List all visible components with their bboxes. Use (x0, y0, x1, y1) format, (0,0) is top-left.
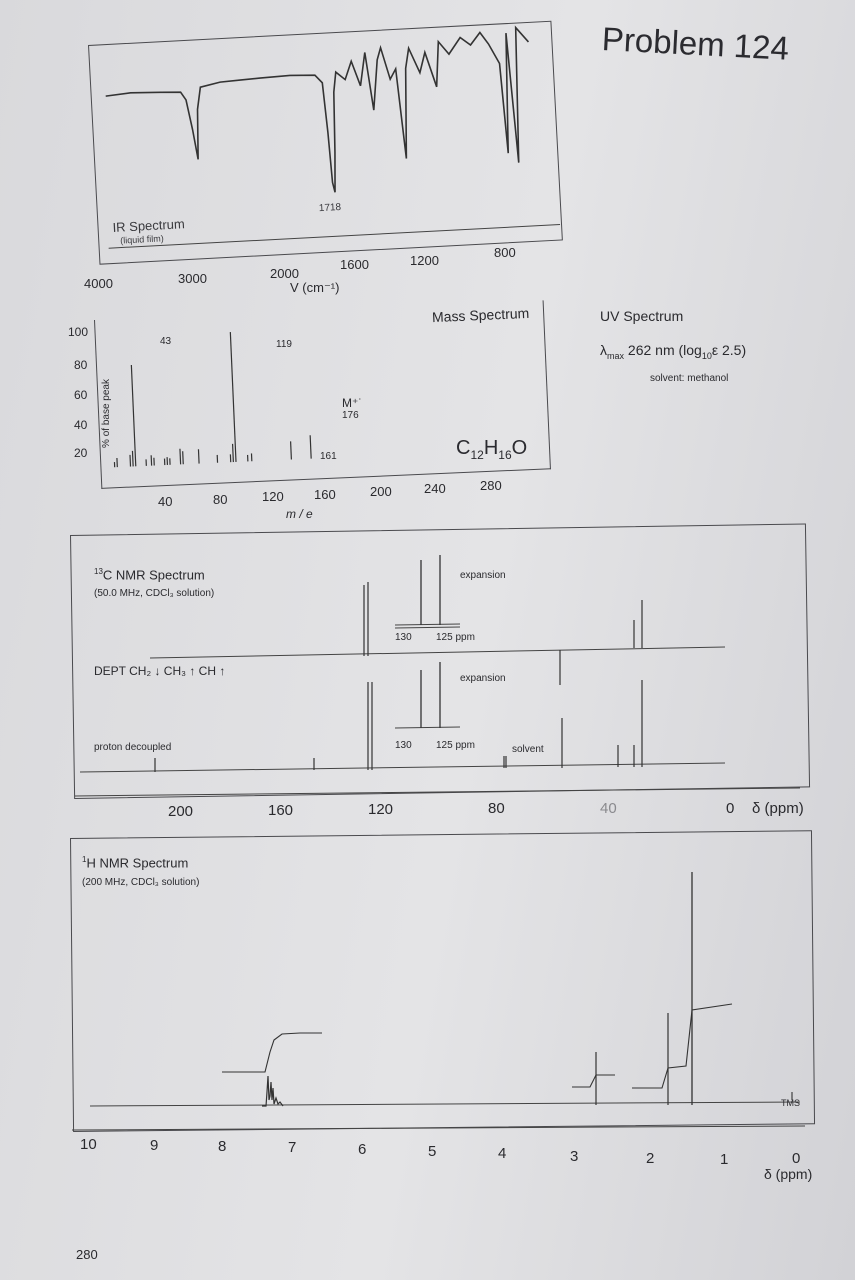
mass-xtick-240: 240 (424, 481, 446, 496)
uv-lambda: λ (600, 342, 607, 358)
mass-xtick-200: 200 (370, 484, 392, 499)
ir-tick-4000: 4000 (84, 276, 113, 291)
mass-xtick-80: 80 (213, 492, 228, 507)
mass-peak-119 (230, 332, 236, 462)
c13-tick-120: 120 (368, 801, 394, 818)
c13-expansion-bottom (395, 662, 460, 728)
uv-lambda-value: 262 nm (log (627, 342, 702, 358)
ir-tick-1200: 1200 (410, 253, 439, 268)
h1-axis-unit: δ (ppm) (764, 1166, 813, 1182)
ir-axis-label: V (cm⁻¹) (290, 280, 340, 295)
ir-tick-1600: 1600 (340, 257, 369, 272)
molecular-formula (456, 437, 527, 462)
h1-tick-5: 5 (428, 1143, 437, 1160)
mass-peak-39 (130, 455, 131, 467)
uv-epsilon-value: ε 2.5) (711, 342, 747, 358)
h1-tick-7: 7 (288, 1139, 297, 1156)
uv-solvent: solvent: methanol (650, 373, 729, 384)
mass-ytick-80: 80 (74, 358, 88, 372)
c13-tick-40: 40 (600, 800, 617, 817)
mass-peak-77 (180, 449, 181, 465)
c13-expansion-label-top: expansion (460, 570, 506, 581)
c13-tick-0: 0 (726, 800, 735, 817)
c13-tick-200: 200 (168, 803, 194, 820)
mass-xaxis-label: m / e (286, 507, 313, 521)
mass-yaxis-label: % of base peak (100, 379, 112, 448)
mass-peak-161 (291, 441, 292, 459)
h1-tick-10: 10 (80, 1136, 97, 1153)
c13-axis-unit: δ (ppm) (752, 800, 804, 817)
c13-dept-label: DEPT CH₂ ↓ CH₃ ↑ CH ↑ (94, 664, 226, 678)
c13-tick-80: 80 (488, 800, 505, 817)
h1-conditions: (200 MHz, CDCl₃ solution) (82, 877, 200, 888)
uv-lambda-max (600, 342, 746, 361)
ir-subtitle: (liquid film) (120, 233, 164, 246)
c13-decoupled-label: proton decoupled (94, 742, 172, 753)
c13-title-sup: 13 (94, 567, 103, 576)
mass-molecular-ion: M⁺˙ (342, 396, 363, 410)
c13-exp-tick-130-bottom: 130 (395, 740, 412, 751)
c13-solvent-label: solvent (512, 744, 544, 755)
c13-tick-160: 160 (268, 802, 294, 819)
mass-xtick-280: 280 (480, 478, 502, 493)
mass-ytick-100: 100 (68, 325, 89, 339)
ir-tick-800: 800 (494, 245, 516, 260)
ir-peak-label: 1718 (318, 201, 342, 215)
formula-c-count: 12 (470, 448, 484, 462)
uv-log-sub: 10 (701, 350, 712, 361)
c13-expansion-top (395, 555, 460, 628)
h1-tick-8: 8 (218, 1138, 227, 1155)
c13-title-text: C NMR Spectrum (102, 567, 205, 583)
mass-ytick-60: 60 (74, 388, 88, 402)
mass-xtick-160: 160 (314, 487, 336, 502)
mass-title: Mass Spectrum (431, 304, 530, 326)
mass-peak-117 (233, 444, 234, 462)
ir-title: IR Spectrum (112, 216, 186, 235)
c13-exp-tick-125-bottom: 125 ppm (436, 740, 475, 751)
page-number: 280 (76, 1247, 98, 1262)
h1-tms-label: TMS (781, 1098, 800, 1108)
formula-c: C (456, 437, 471, 459)
mass-label-119: 119 (276, 339, 292, 350)
c13-exp-tick-130-top: 130 (395, 632, 412, 643)
h1-tick-6: 6 (358, 1141, 367, 1158)
h1-tick-3: 3 (570, 1148, 579, 1165)
ir-tick-3000: 3000 (178, 271, 207, 286)
problem-title: Problem 124 (601, 20, 790, 67)
mass-label-161: 161 (320, 451, 337, 462)
h1-tick-0: 0 (792, 1150, 801, 1167)
h1-tick-4: 4 (498, 1145, 507, 1162)
mass-xtick-40: 40 (158, 494, 173, 509)
h1-title-text: H NMR Spectrum (86, 855, 189, 871)
mass-xtick-120: 120 (262, 489, 284, 504)
ir-spectrum-panel (88, 21, 563, 265)
h1-tick-2: 2 (646, 1150, 655, 1167)
h1-tick-9: 9 (150, 1137, 159, 1154)
mass-peak-79 (183, 451, 184, 464)
mass-ytick-20: 20 (74, 446, 88, 460)
h1-title (82, 855, 188, 870)
c13-expansion-label-bottom: expansion (460, 673, 506, 684)
mass-peak-176 (310, 435, 311, 458)
formula-h-count: 16 (498, 448, 512, 462)
c13-exp-tick-125-top: 125 ppm (436, 632, 475, 643)
mass-molecular-ion-mass: 176 (342, 410, 359, 421)
mass-label-43: 43 (160, 336, 172, 347)
uv-lambda-sub: max (607, 350, 625, 361)
mass-peak-91 (198, 449, 199, 463)
c13-title (94, 567, 205, 582)
c13-conditions: (50.0 MHz, CDCl₃ solution) (94, 588, 215, 599)
mass-ytick-40: 40 (74, 418, 88, 432)
ir-trace (88, 21, 563, 265)
h1-tick-1: 1 (720, 1151, 729, 1168)
ir-tick-2000: 2000 (270, 266, 299, 281)
formula-o: O (511, 437, 528, 459)
uv-title: UV Spectrum (600, 308, 684, 324)
h1-title-sup: 1 (82, 855, 87, 864)
formula-h: H (483, 437, 499, 459)
mass-peak-41 (132, 451, 133, 467)
